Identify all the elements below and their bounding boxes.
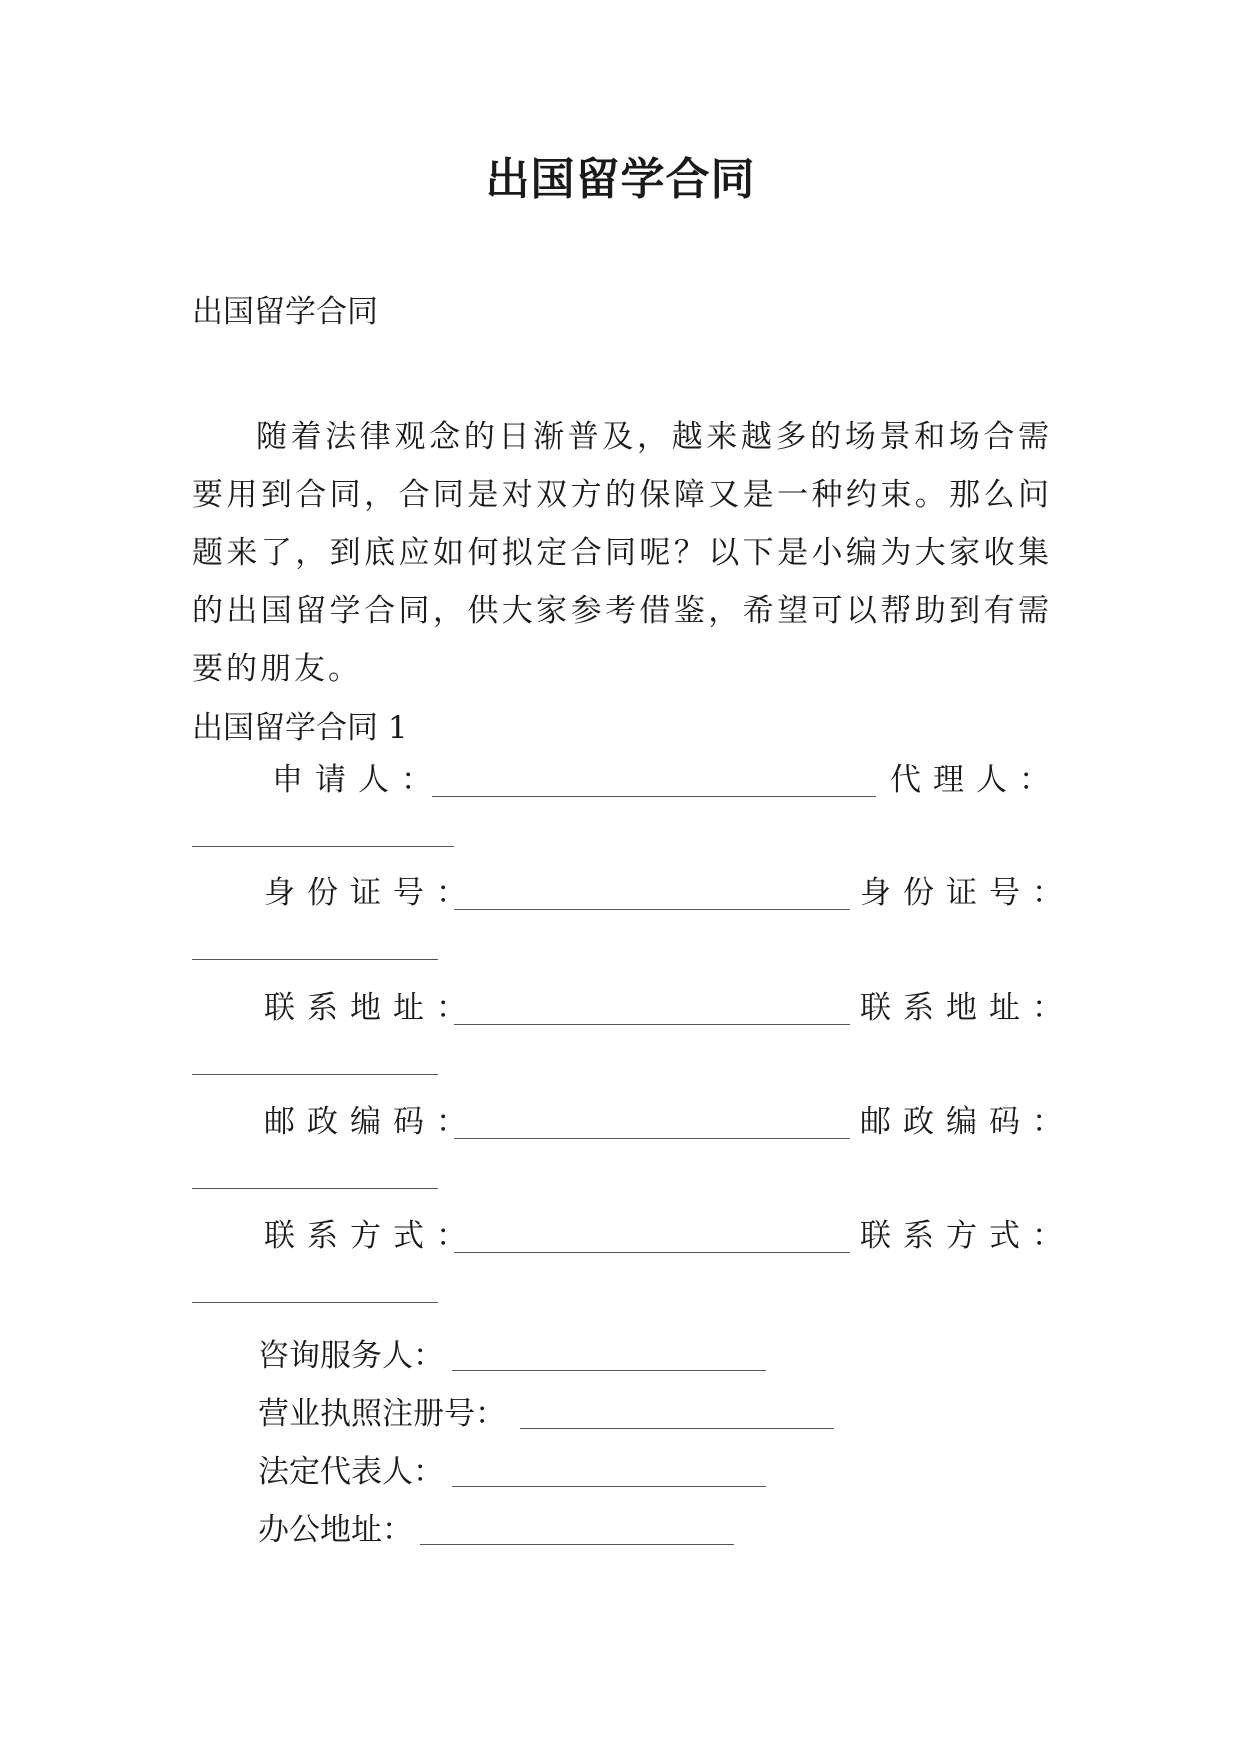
- office-address-blank[interactable]: [420, 1544, 734, 1545]
- agent-contact-blank[interactable]: [192, 1302, 438, 1303]
- party-row-id-number: [192, 873, 1075, 993]
- agent-postcode-label: 邮政编码：: [860, 1104, 1075, 1140]
- document-subtitle: 出国留学合同: [192, 294, 378, 330]
- intro-paragraph: 随着法律观念的日渐普及，越来越多的场景和场合需要用到合同，合同是对双方的保障又是一种约束。那么问题来了，到底应如何拟定合同呢？以下是小编为大家收集的出国留学合同，供大家参考借鉴，希望可以帮助到有需要的朋友。: [192, 419, 1052, 687]
- document-title: 出国留学合同: [485, 154, 756, 205]
- applicant-contact-blank[interactable]: [454, 1252, 850, 1253]
- agent-label: 代理人：: [890, 762, 1062, 798]
- applicant-blank[interactable]: [432, 796, 876, 797]
- applicant-label: 申请人：: [272, 762, 444, 798]
- party-row-contact: [192, 1216, 1075, 1336]
- license-number-label: 营业执照注册号：: [258, 1396, 506, 1432]
- license-number-blank[interactable]: [520, 1428, 834, 1429]
- legal-representative-blank[interactable]: [452, 1486, 766, 1487]
- agent-address-label: 联系地址：: [860, 990, 1075, 1026]
- office-address-label: 办公地址：: [258, 1512, 413, 1548]
- applicant-address-blank[interactable]: [454, 1024, 850, 1025]
- agent-blank[interactable]: [192, 846, 454, 847]
- agent-address-blank[interactable]: [192, 1074, 438, 1075]
- applicant-id-blank[interactable]: [454, 909, 850, 910]
- party-row-postcode: [192, 1102, 1075, 1222]
- consultant-label: 咨询服务人：: [258, 1338, 444, 1374]
- applicant-address-label: 联系地址：: [264, 990, 479, 1026]
- agent-id-blank[interactable]: [192, 959, 438, 960]
- agent-contact-label: 联系方式：: [860, 1218, 1075, 1254]
- section-title: 出国留学合同 1: [192, 710, 408, 746]
- applicant-contact-label: 联系方式：: [264, 1218, 479, 1254]
- agent-id-label: 身份证号：: [860, 875, 1075, 911]
- applicant-postcode-blank[interactable]: [454, 1138, 850, 1139]
- consultant-blank[interactable]: [452, 1370, 766, 1371]
- agent-postcode-blank[interactable]: [192, 1188, 438, 1189]
- party-row-applicant: [192, 760, 1062, 880]
- party-row-address: [192, 988, 1075, 1108]
- applicant-id-label: 身份证号：: [264, 875, 479, 911]
- applicant-postcode-label: 邮政编码：: [264, 1104, 479, 1140]
- legal-representative-label: 法定代表人：: [258, 1454, 444, 1490]
